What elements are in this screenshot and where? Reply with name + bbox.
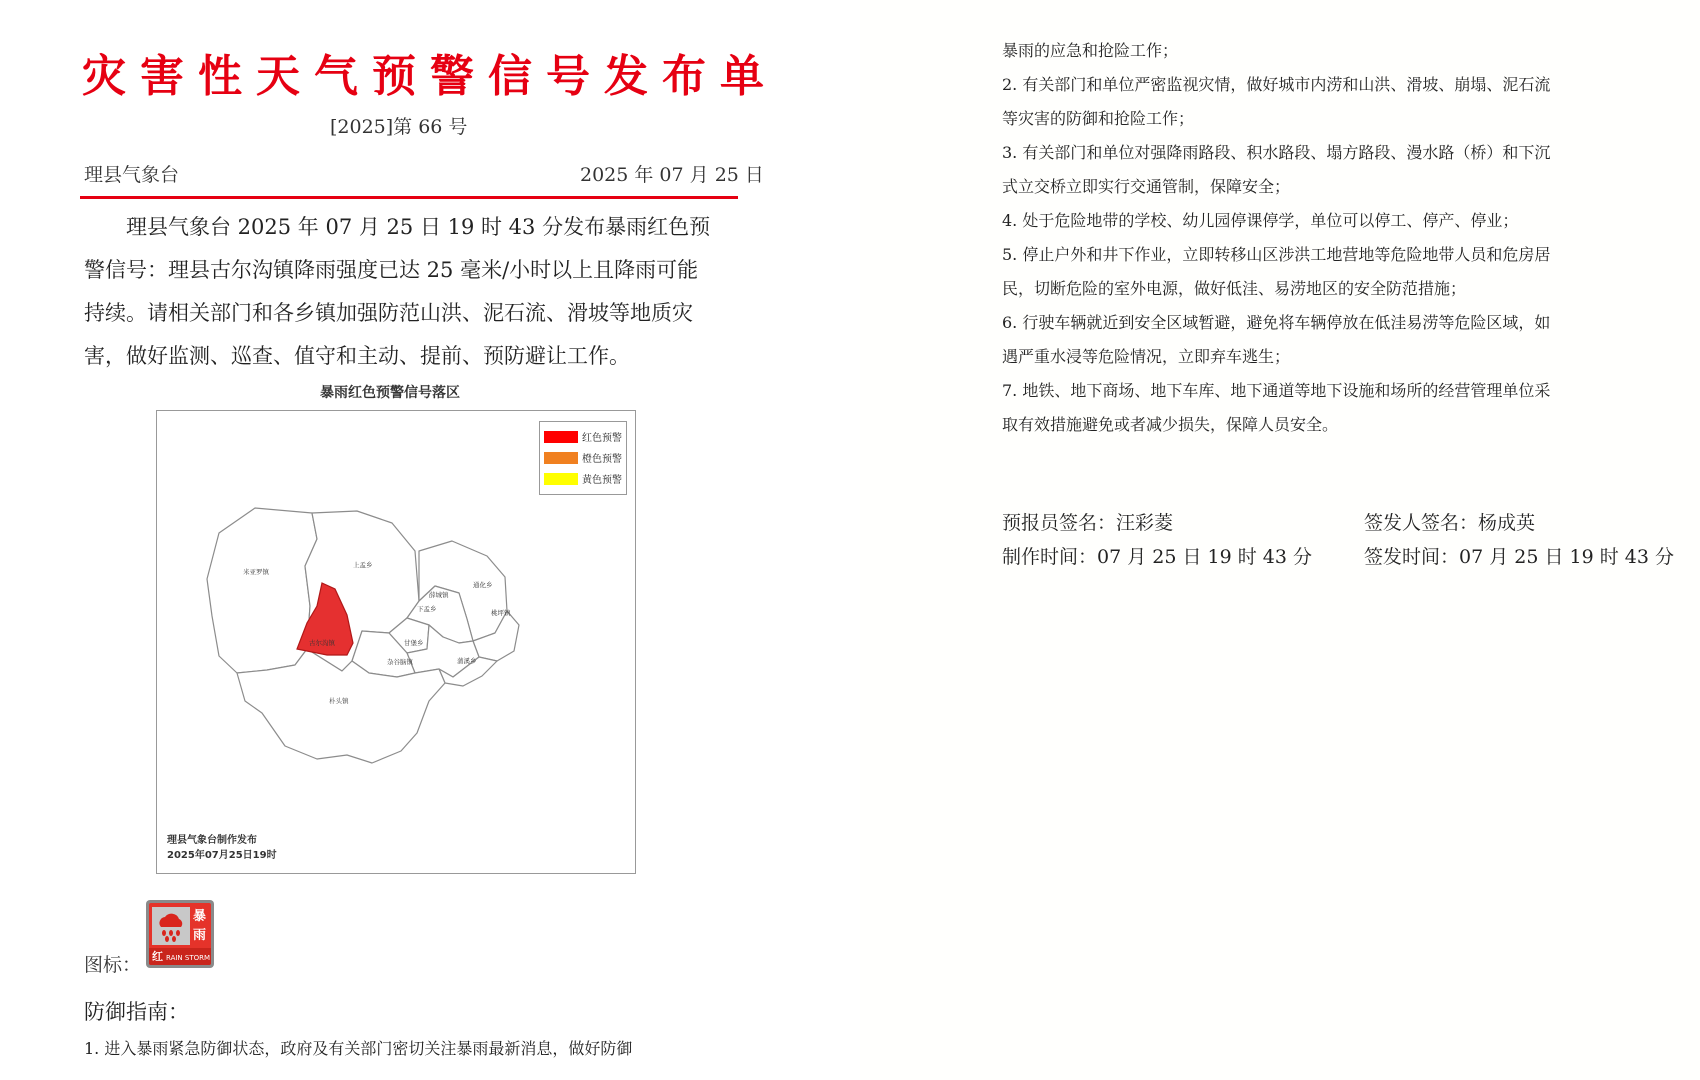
map-label-region: 上孟乡 [353,561,373,569]
map-title: 暴雨红色预警信号落区 [320,385,460,401]
legend-item-yellow [544,468,622,489]
rainstorm-red-warning-icon [146,900,214,968]
icon-side-text: 暴雨 [192,909,206,943]
guide-heading: 防御指南： [84,1000,189,1024]
legend-label: 黄色预警 [582,475,622,486]
guide-line: 5. 停止户外和井下作业，立即转移山区涉洪工地营地等危险地带人员和危房居 [1002,245,1551,264]
map-label-region: 薛城镇 [429,591,449,599]
icon-bottom-bar [149,948,211,965]
legend-label: 橙色预警 [582,454,622,465]
made-time: 制作时间：07 月 25 日 19 时 43 分 [1002,546,1312,568]
map-label-region: 杂谷脑镇 [387,658,413,666]
page-title: 灾害性天气预警信号发布单 [82,51,778,102]
map-label-region: 甘堡乡 [404,639,424,647]
map-label-region: 古尔沟镇 [309,639,335,647]
map-label-region: 蒲溪乡 [457,657,477,665]
header-divider [80,196,738,199]
icon-caption: 图标： [84,954,142,976]
guide-line: 3. 有关部门和单位对强降雨路段、积水路段、塌方路段、漫水路（桥）和下沉 [1002,143,1551,162]
signed-time: 签发时间：07 月 25 日 19 时 43 分 [1364,546,1674,568]
forecaster-signature: 预报员签名：汪彩菱 [1002,512,1174,534]
map-legend [539,421,627,495]
guide-line: 7. 地铁、地下商场、地下车库、地下通道等地下设施和场所的经营管理单位采 [1002,381,1551,400]
guide-line: 6. 行驶车辆就近到安全区域暂避，避免将车辆停放在低洼易涝等危险区域，如 [1002,313,1551,332]
icon-level: 红 [152,950,163,963]
map-credit-publisher: 理县气象台制作发布 [167,835,257,846]
map-label-region: 通化乡 [473,581,493,589]
legend-swatch [544,431,578,443]
guide-line: 等灾害的防御和抢险工作； [1002,109,1195,128]
legend-label: 红色预警 [582,433,622,444]
guide-line: 民，切断危险的室外电源，做好低洼、易涝地区的安全防范措施； [1002,279,1467,298]
legend-item-orange [544,447,622,468]
rain-cloud-icon [152,907,190,945]
map-label-region: 下孟乡 [417,605,437,613]
legend-swatch [544,473,578,485]
issue-date: 2025 年 07 月 25 日 [580,164,764,186]
guide-line: 遇严重水浸等危险情况，立即弃车逃生； [1002,347,1291,366]
map-credit [167,833,277,863]
map-credit-time: 2025年07月25日19时 [167,850,277,861]
guide-continued [1002,34,1642,442]
document-number: [2025]第 66 号 [330,116,468,138]
guide-line: 2. 有关部门和单位严密监视灾情，做好城市内涝和山洪、滑坡、崩塌、泥石流 [1002,75,1551,94]
guide-line: 取有效措施避免或者减少损失，保障人员安全。 [1002,415,1339,434]
warning-paragraph: 理县气象台 2025 年 07 月 25 日 19 时 43 分发布暴雨红色预警信号：理县古尔沟镇降雨强度已达 25 毫米/小时以上且降雨可能持续。请相关部门和各乡镇加强防范山洪、泥石流、滑坡等地质灾害，做好监测、巡查、值守和主动、提前、预防避让工作。 [84,215,711,368]
signer-signature: 签发人签名：杨成英 [1364,512,1536,534]
map-label-region: 米亚罗镇 [243,568,269,576]
guide-item-1: 1. 进入暴雨紧急防御状态，政府及有关部门密切关注暴雨最新消息，做好防御 [84,1039,633,1058]
guide-line: 式立交桥立即实行交通管制，保障安全； [1002,177,1291,196]
map-label-region: 桃坪镇 [491,609,511,617]
legend-item-red [544,426,622,447]
map-label-region: 朴头镇 [329,697,349,705]
guide-line: 4. 处于危险地带的学校、幼儿园停课停学，单位可以停工、停产、停业； [1002,211,1519,230]
icon-english: RAIN STORM [166,954,211,962]
guide-line: 暴雨的应急和抢险工作； [1002,41,1179,60]
issuer-name: 理县气象台 [84,164,180,186]
legend-swatch [544,452,578,464]
warning-map [156,410,636,874]
